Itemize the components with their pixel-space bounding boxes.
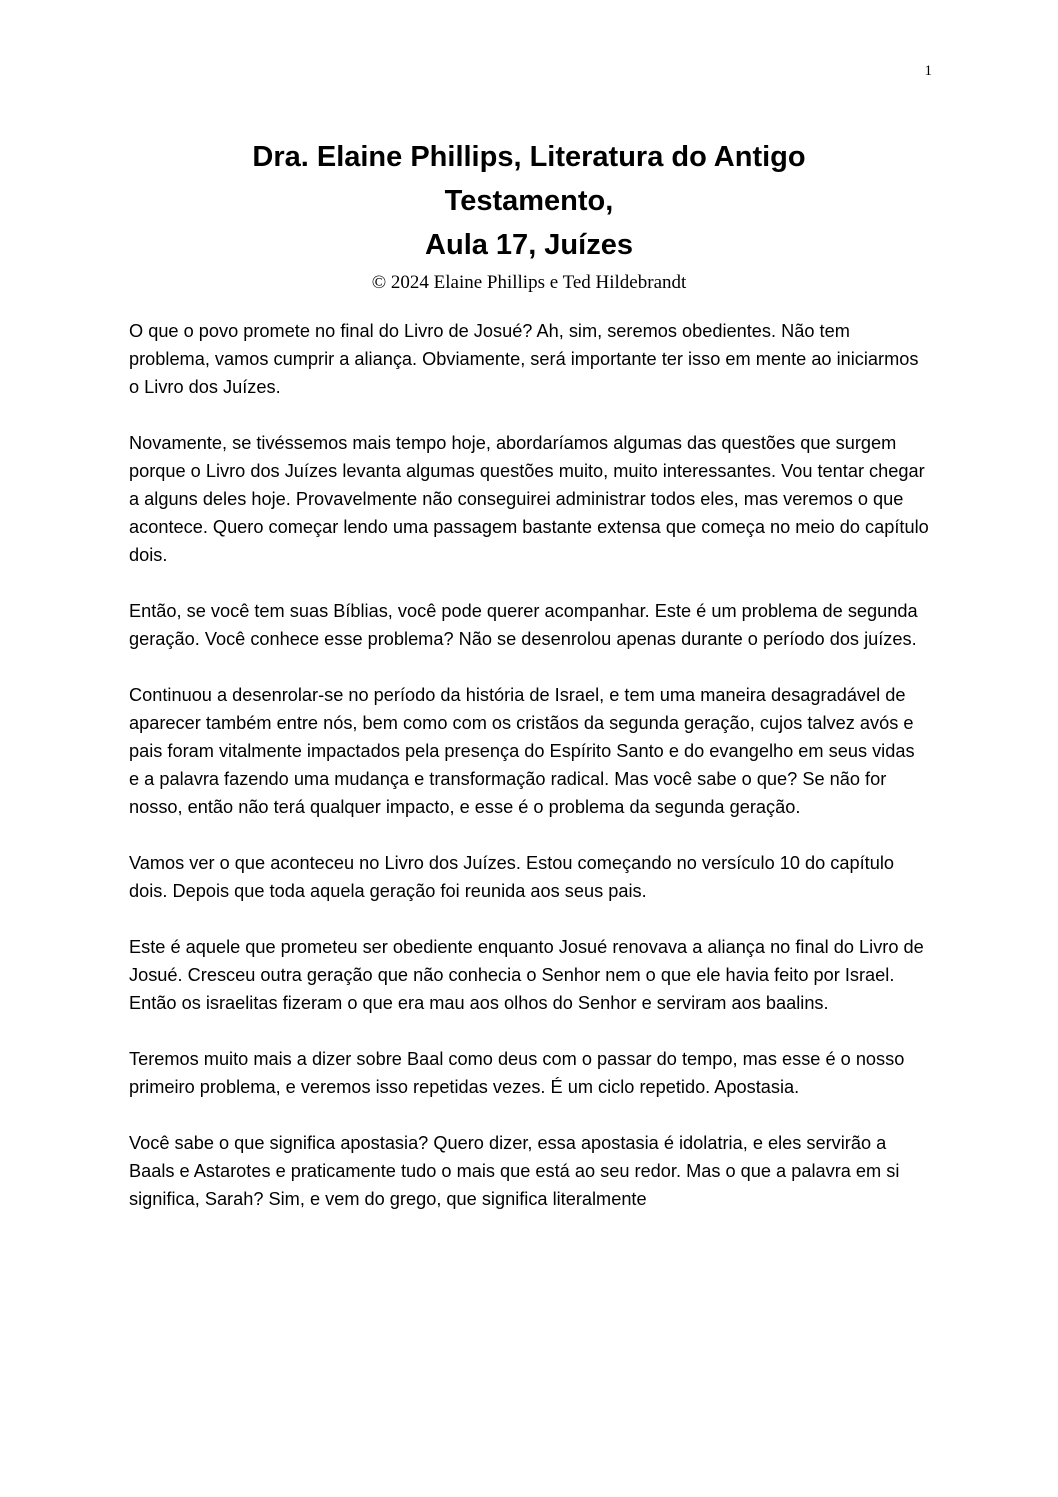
paragraph-5: Vamos ver o que aconteceu no Livro dos Juízes. Estou começando no versículo 10 do capítulo dois. Depois que toda aquela geração foi reunida aos seus pais. <box>129 853 895 901</box>
document-title-line-2: Testamento, <box>444 185 614 217</box>
page-number: 1 <box>924 63 932 79</box>
copyright-notice: © 2024 Elaine Phillips e Ted Hildebrandt <box>371 272 687 293</box>
paragraph-3: Então, se você tem suas Bíblias, você pode querer acompanhar. Este é um problema de segunda geração. Você conhece esse problema? Não se desenrolou apenas durante o período dos juízes. <box>129 601 918 649</box>
paragraph-2: Novamente, se tivéssemos mais tempo hoje, abordaríamos algumas das questões que surgem porque o Livro dos Juízes levanta algumas questões muito, muito interessantes. Vou tentar chegar a alguns deles hoje. Provavelmente não conseguirei administrar todos eles, mas veremos o que acontece. Quero começar lendo uma passagem bastante extensa que começa no meio do capítulo dois. <box>129 433 929 565</box>
paragraph-1: O que o povo promete no final do Livro de Josué? Ah, sim, seremos obedientes. Não tem problema, vamos cumprir a aliança. Obviamente, será importante ter isso em mente ao iniciarmos o Livro dos Juízes. <box>129 321 919 397</box>
document-header <box>120 135 938 296</box>
document-title-line-3: Aula 17, Juízes <box>425 229 633 261</box>
document-body <box>129 317 929 1241</box>
document-title-line-1: Dra. Elaine Phillips, Literatura do Antigo <box>252 141 806 173</box>
paragraph-6: Este é aquele que prometeu ser obediente enquanto Josué renovava a aliança no final do Livro de Josué. Cresceu outra geração que não conhecia o Senhor nem o que ele havia feito por Israel. Então os israelitas fizeram o que era mau aos olhos do Senhor e serviram aos baalins. <box>129 937 924 1013</box>
paragraph-4: Continuou a desenrolar-se no período da história de Israel, e tem uma maneira desagradável de aparecer também entre nós, bem como com os cristãos da segunda geração, cujos talvez avós e pais foram vitalmente impactados pela presença do Espírito Santo e do evangelho em seus vidas e a palavra fazendo uma mudança e transformação radical. Mas você sabe o que? Se não for nosso, então não terá qualquer impacto, e esse é o problema da segunda geração. <box>129 685 915 817</box>
paragraph-7: Teremos muito mais a dizer sobre Baal como deus com o passar do tempo, mas esse é o nosso primeiro problema, e veremos isso repetidas vezes. É um ciclo repetido. Apostasia. <box>129 1049 905 1097</box>
paragraph-8: Você sabe o que significa apostasia? Quero dizer, essa apostasia é idolatria, e eles servirão a Baals e Astarotes e praticamente tudo o mais que está ao seu redor. Mas o que a palavra em si significa, Sarah? Sim, e vem do grego, que significa literalmente <box>129 1133 900 1209</box>
